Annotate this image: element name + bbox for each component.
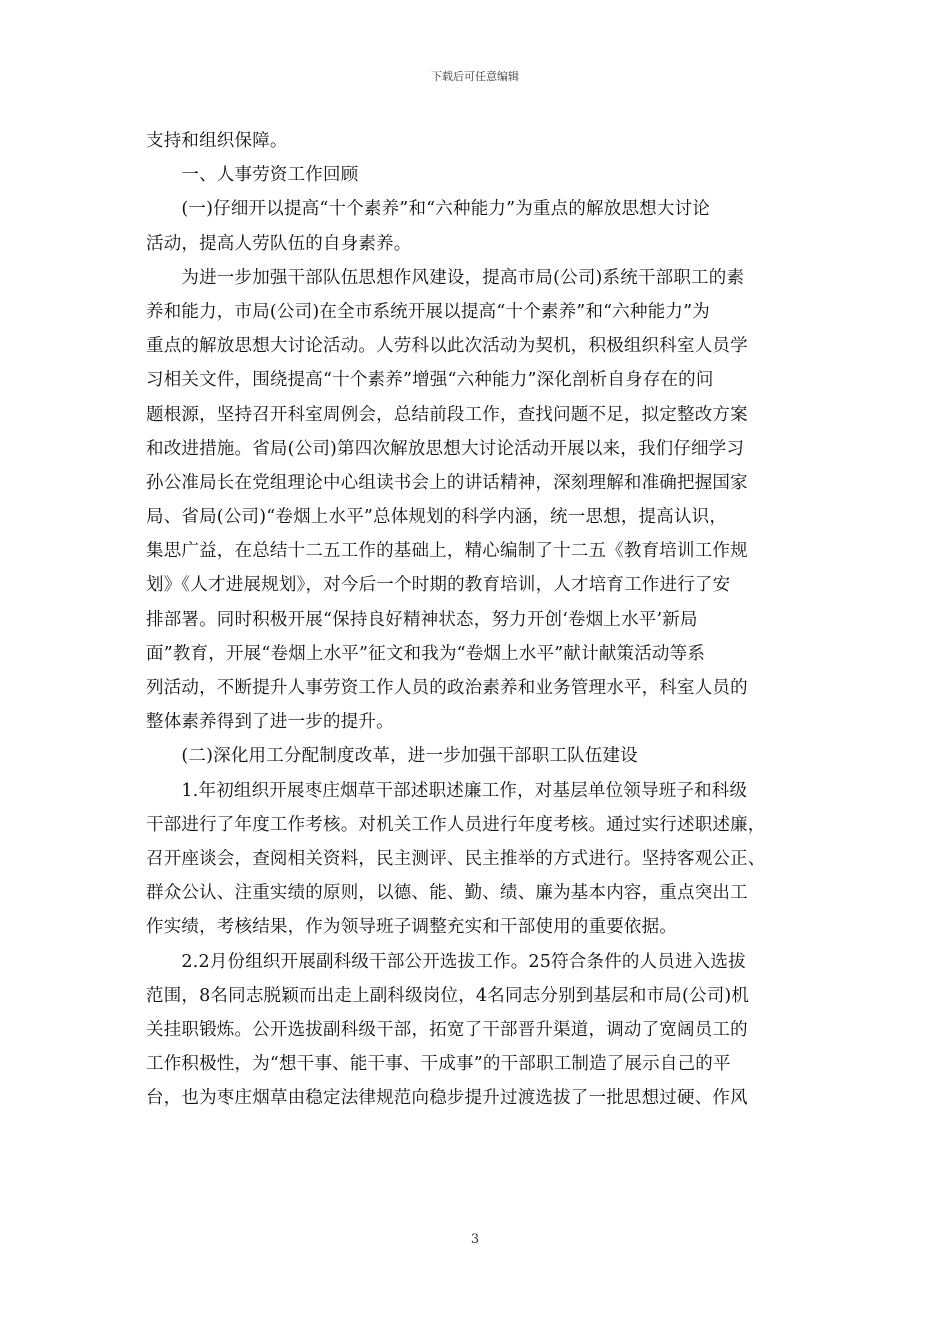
page-header: 下载后可任意编辑: [431, 70, 519, 83]
text-line: 召开座谈会，查阅相关资料，民主测评、民主推举的方式进行。坚持客观公正、: [146, 848, 766, 869]
text-line: 范围，8名同志脱颖而出走上副科级岗位，4名同志分别到基层和市局(公司)机: [146, 985, 750, 1006]
text-line: 群众公认、注重实绩的原则，以德、能、勤、绩、廉为基本内容，重点突出工: [146, 883, 748, 904]
text-line: 习相关文件，围绕提高“十个素养”增强“六种能力”深化剖析自身存在的问: [146, 370, 714, 391]
text-line: 集思广益，在总结十二五工作的基础上，精心编制了十二五《教育培训工作规: [146, 541, 748, 562]
text-line: 面”教育，开展“卷烟上水平”征文和我为“卷烟上水平”献计献策活动等系: [146, 643, 706, 664]
text-line: 局、省局(公司)“卷烟上水平”总体规划的科学内涵，统一思想，提高认识，: [146, 507, 728, 528]
text-line: 1.年初组织开展枣庄烟草干部述职述廉工作，对基层单位领导班子和科级: [146, 780, 748, 801]
page-number: 3: [470, 1232, 480, 1247]
text-line: 2.2月份组织开展副科级干部公开选拔工作。25符合条件的人员进入选拔: [146, 951, 746, 972]
document-body: [146, 124, 806, 1115]
text-line: 工作积极性，为“想干事、能干事、干成事”的干部职工制造了展示自己的平: [146, 1054, 731, 1075]
text-line: 列活动，不断提升人事劳资工作人员的政治素养和业务管理水平，科室人员的: [146, 678, 748, 698]
text-line: 重点的解放思想大讨论活动。人劳科以此次活动为契机，积极组织科室人员学: [146, 336, 748, 357]
text-line: 划》《人才进展规划》，对今后一个时期的教育培训，人才培育工作进行了安: [146, 575, 731, 596]
text-line: 养和能力，市局(公司)在全市系统开展以提高“十个素养”和“六种能力”为: [146, 301, 710, 322]
text-line: 台，也为枣庄烟草由稳定法律规范向稳步提升过渡选拔了一批思想过硬、作风: [146, 1088, 748, 1109]
text-line: 支持和组织保障。: [146, 131, 288, 151]
text-line: 排部署。同时积极开展“保持良好精神状态，努力开创‘卷烟上水平’新局: [146, 609, 698, 630]
text-line: 整体素养得到了进一步的提升。: [146, 712, 394, 733]
text-line: 孙公准局长在党组理论中心组读书会上的讲话精神，深刻理解和准确把握国家: [146, 472, 748, 493]
text-line: 题根源，坚持召开科室周例会，总结前段工作，查找问题不足，拟定整改方案: [146, 404, 748, 425]
text-line: 为进一步加强干部队伍思想作风建设，提高市局(公司)系统干部职工的素: [146, 267, 745, 288]
text-line: (二)深化用工分配制度改革，进一步加强干部职工队伍建设: [146, 746, 638, 767]
text-line: 关挂职锻炼。公开选拔副科级干部，拓宽了干部晋升渠道，调动了宽阔员工的: [146, 1019, 748, 1040]
text-line: (一)仔细开以提高“十个素养”和“六种能力”为重点的解放思想大讨论: [146, 199, 710, 220]
text-line: 作实绩，考核结果，作为领导班子调整充实和干部使用的重要依据。: [146, 917, 677, 938]
text-line: 活动，提高人劳队伍的自身素养。: [146, 233, 412, 254]
text-line: 一、人事劳资工作回顾: [146, 165, 359, 186]
text-line: 和改进措施。省局(公司)第四次解放思想大讨论活动开展以来，我们仔细学习: [146, 438, 745, 459]
text-line: 干部进行了年度工作考核。对机关工作人员进行年度考核。通过实行述职述廉，: [146, 814, 766, 835]
